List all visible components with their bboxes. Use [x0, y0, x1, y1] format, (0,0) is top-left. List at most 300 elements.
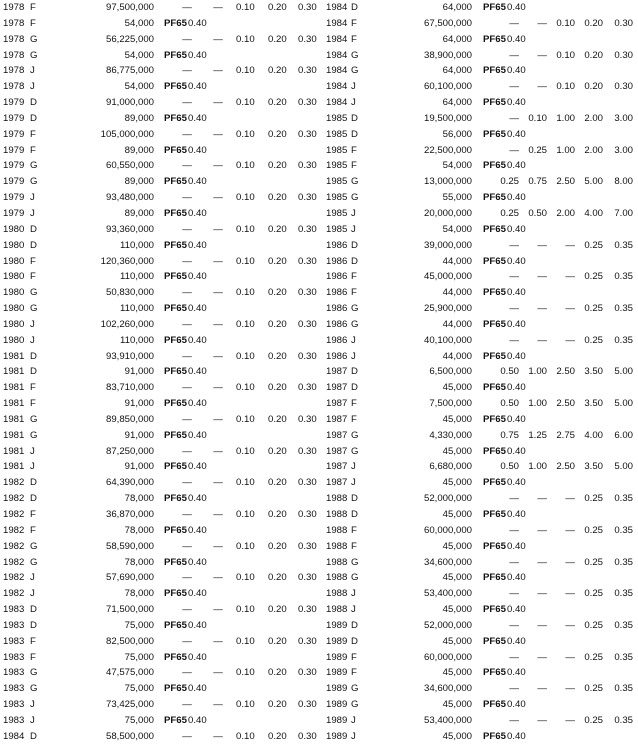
year-cell: 1979: [3, 144, 25, 156]
year-cell: 1980: [3, 303, 25, 315]
year-cell: 1978: [3, 49, 25, 61]
mintage-cell: 78,000: [124, 556, 154, 568]
price-cell: —: [565, 714, 575, 726]
price-cell: —: [509, 49, 519, 61]
year-cell: 1985: [326, 223, 348, 235]
mint-mark-cell: G: [30, 303, 38, 315]
price-cell: 0.35: [614, 524, 633, 536]
mintage-cell: 45,000: [442, 699, 472, 711]
price-cell: 0.20: [268, 318, 287, 330]
mint-mark-cell: F: [351, 17, 357, 29]
proof-price-cell: 0.40: [188, 556, 207, 568]
mint-mark-cell: G: [30, 540, 38, 552]
price-cell: —: [213, 128, 223, 140]
price-cell: —: [537, 303, 547, 315]
year-cell: 1989: [326, 714, 348, 726]
mintage-cell: 89,000: [124, 176, 154, 188]
price-cell: 0.30: [298, 287, 317, 299]
mint-mark-cell: G: [30, 287, 38, 299]
mintage-cell: 78,000: [124, 493, 154, 505]
mint-mark-cell: G: [351, 445, 359, 457]
price-cell: —: [213, 730, 223, 742]
mintage-cell: 110,000: [120, 239, 154, 251]
table-row: [0, 285, 322, 301]
mintage-cell: 52,000,000: [423, 493, 472, 505]
price-cell: —: [509, 619, 519, 631]
price-cell: —: [182, 318, 192, 330]
mintage-cell: 102,260,000: [100, 318, 154, 330]
year-cell: 1987: [326, 413, 348, 425]
table-row: [323, 523, 638, 539]
mintage-cell: 45,000: [442, 509, 472, 520]
year-cell: 1980: [3, 255, 25, 267]
price-cell: 0.35: [614, 714, 633, 726]
mintage-cell: 55,000: [442, 192, 472, 204]
table-row: [0, 586, 322, 602]
price-cell: 0.20: [268, 572, 287, 584]
mintage-cell: 89,000: [124, 144, 154, 156]
proof-grade-cell: PF65: [483, 445, 506, 457]
proof-price-cell: 0.40: [188, 714, 207, 726]
mintage-cell: 19,500,000: [423, 112, 472, 124]
year-cell: 1988: [326, 524, 348, 536]
mint-mark-cell: D: [351, 382, 358, 394]
mintage-cell: 13,000,000: [423, 176, 472, 188]
table-row: [0, 143, 322, 159]
table-row: [0, 618, 322, 634]
price-cell: 0.10: [236, 730, 255, 742]
mint-mark-cell: G: [30, 683, 38, 695]
mintage-cell: 75,000: [124, 619, 154, 631]
proof-grade-cell: PF65: [483, 730, 506, 742]
mintage-cell: 73,425,000: [105, 699, 154, 711]
price-cell: —: [182, 445, 192, 457]
proof-grade-cell: PF65: [483, 509, 506, 520]
proof-grade-cell: PF65: [164, 17, 187, 29]
table-row: [323, 158, 638, 174]
proof-grade-cell: PF65: [164, 461, 187, 473]
price-cell: 0.30: [614, 17, 633, 29]
mintage-cell: 89,850,000: [105, 413, 154, 425]
year-cell: 1985: [326, 207, 348, 219]
price-cell: 0.20: [268, 97, 287, 109]
mint-mark-cell: F: [30, 144, 36, 156]
mintage-cell: 40,100,000: [423, 334, 472, 346]
price-cell: —: [213, 318, 223, 330]
year-cell: 1986: [326, 271, 348, 283]
table-row: [0, 570, 322, 586]
mint-mark-cell: F: [351, 160, 357, 172]
year-cell: 1981: [3, 350, 25, 362]
price-cell: 1.25: [528, 429, 547, 441]
table-row: [323, 254, 638, 270]
price-cell: 0.20: [268, 128, 287, 140]
year-cell: 1989: [326, 699, 348, 711]
proof-price-cell: 0.40: [188, 144, 207, 156]
mintage-cell: 20,000,000: [423, 207, 472, 219]
price-cell: —: [182, 413, 192, 425]
proof-price-cell: 0.40: [507, 413, 526, 425]
price-cell: 0.10: [528, 112, 547, 124]
mint-mark-cell: J: [30, 207, 35, 219]
proof-price-cell: 0.40: [188, 49, 207, 61]
proof-grade-cell: PF65: [164, 493, 187, 505]
year-cell: 1989: [326, 683, 348, 695]
proof-grade-cell: PF65: [483, 604, 506, 616]
price-cell: 0.75: [528, 176, 547, 188]
table-row: [323, 222, 638, 238]
year-cell: 1984: [326, 2, 348, 13]
proof-grade-cell: PF65: [164, 81, 187, 93]
proof-price-cell: 0.40: [188, 524, 207, 536]
mint-mark-cell: D: [30, 619, 37, 631]
price-cell: 0.30: [298, 318, 317, 330]
mintage-cell: 44,000: [442, 255, 472, 267]
price-cell: —: [182, 128, 192, 140]
proof-price-cell: 0.40: [188, 112, 207, 124]
mint-mark-cell: D: [30, 97, 37, 109]
proof-grade-cell: PF65: [164, 556, 187, 568]
year-cell: 1979: [3, 176, 25, 188]
table-row: [0, 697, 322, 713]
price-cell: 0.10: [236, 635, 255, 647]
year-cell: 1980: [3, 239, 25, 251]
price-cell: 0.10: [556, 81, 575, 93]
proof-price-cell: 0.40: [188, 17, 207, 29]
price-cell: 0.30: [298, 350, 317, 362]
proof-grade-cell: PF65: [483, 97, 506, 109]
year-cell: 1985: [326, 144, 348, 156]
price-cell: 0.25: [584, 588, 603, 600]
price-cell: —: [182, 509, 192, 520]
year-cell: 1982: [3, 540, 25, 552]
price-cell: 0.30: [298, 33, 317, 45]
table-row: [0, 459, 322, 475]
proof-price-cell: 0.40: [188, 493, 207, 505]
mint-mark-cell: J: [351, 730, 356, 742]
mintage-cell: 64,000: [442, 97, 472, 109]
proof-grade-cell: PF65: [164, 714, 187, 726]
proof-price-cell: 0.40: [507, 667, 526, 679]
mintage-cell: 75,000: [124, 683, 154, 695]
table-row: [323, 729, 638, 745]
price-cell: —: [565, 651, 575, 663]
mintage-cell: 38,900,000: [423, 49, 472, 61]
proof-grade-cell: PF65: [164, 651, 187, 663]
year-cell: 1981: [3, 461, 25, 473]
proof-grade-cell: PF65: [164, 366, 187, 378]
year-cell: 1979: [3, 207, 25, 219]
year-cell: 1979: [3, 97, 25, 109]
mintage-cell: 45,000: [442, 540, 472, 552]
mintage-cell: 64,390,000: [105, 477, 154, 489]
price-cell: 0.30: [298, 97, 317, 109]
table-row: [323, 63, 638, 79]
price-cell: 0.20: [268, 287, 287, 299]
mint-mark-cell: F: [351, 144, 357, 156]
mint-mark-cell: J: [351, 588, 356, 600]
price-cell: 0.30: [298, 2, 317, 13]
mintage-cell: 57,690,000: [105, 572, 154, 584]
mint-mark-cell: D: [351, 493, 358, 505]
proof-price-cell: 0.40: [188, 271, 207, 283]
price-cell: 0.20: [268, 350, 287, 362]
price-cell: —: [509, 556, 519, 568]
mint-mark-cell: D: [351, 509, 358, 520]
mintage-cell: 91,000,000: [105, 97, 154, 109]
price-cell: 0.35: [614, 334, 633, 346]
price-cell: —: [182, 699, 192, 711]
mintage-cell: 36,870,000: [105, 509, 154, 520]
price-cell: —: [213, 604, 223, 616]
price-cell: 3.50: [584, 398, 603, 410]
price-cell: 5.00: [584, 176, 603, 188]
proof-grade-cell: PF65: [483, 350, 506, 362]
price-cell: 0.50: [500, 398, 519, 410]
table-row: [323, 555, 638, 571]
year-cell: 1982: [3, 556, 25, 568]
mint-mark-cell: F: [30, 635, 36, 647]
table-row: [0, 634, 322, 650]
year-cell: 1986: [326, 303, 348, 315]
proof-price-cell: 0.40: [507, 540, 526, 552]
mint-mark-cell: G: [351, 303, 359, 315]
table-row: [323, 713, 638, 729]
price-cell: 0.30: [298, 255, 317, 267]
mintage-cell: 22,500,000: [423, 144, 472, 156]
mintage-cell: 64,000: [442, 33, 472, 45]
mintage-cell: 44,000: [442, 350, 472, 362]
year-cell: 1978: [3, 65, 25, 77]
mintage-cell: 58,590,000: [105, 540, 154, 552]
table-row: [323, 665, 638, 681]
price-cell: 0.30: [298, 477, 317, 489]
year-cell: 1983: [3, 604, 25, 616]
mint-mark-cell: J: [351, 334, 356, 346]
proof-price-cell: 0.40: [507, 699, 526, 711]
price-cell: —: [213, 97, 223, 109]
table-row: [323, 459, 638, 475]
price-cell: —: [537, 49, 547, 61]
price-cell: 0.10: [236, 509, 255, 520]
price-cell: —: [213, 223, 223, 235]
price-cell: —: [537, 619, 547, 631]
proof-price-cell: 0.40: [188, 303, 207, 315]
price-cell: 0.30: [298, 65, 317, 77]
price-cell: —: [537, 588, 547, 600]
mintage-cell: 45,000: [442, 413, 472, 425]
price-cell: —: [213, 635, 223, 647]
mint-mark-cell: D: [30, 366, 37, 378]
mintage-cell: 89,000: [124, 207, 154, 219]
price-cell: —: [182, 382, 192, 394]
price-cell: 0.35: [614, 683, 633, 695]
price-cell: 0.20: [268, 2, 287, 13]
price-cell: —: [213, 192, 223, 204]
table-row: [0, 681, 322, 697]
mintage-cell: 110,000: [120, 334, 154, 346]
proof-price-cell: 0.40: [188, 398, 207, 410]
mint-mark-cell: J: [30, 461, 35, 473]
price-cell: 0.30: [298, 128, 317, 140]
mintage-cell: 34,600,000: [423, 556, 472, 568]
price-cell: 2.00: [584, 144, 603, 156]
year-cell: 1987: [326, 382, 348, 394]
proof-grade-cell: PF65: [164, 683, 187, 695]
mintage-cell: 91,000: [124, 429, 154, 441]
table-row: [0, 158, 322, 174]
price-cell: —: [182, 65, 192, 77]
table-row: [0, 523, 322, 539]
mint-mark-cell: G: [351, 192, 359, 204]
mintage-cell: 52,000,000: [423, 619, 472, 631]
price-cell: 2.50: [556, 366, 575, 378]
table-row: [0, 602, 322, 618]
mintage-cell: 87,250,000: [105, 445, 154, 457]
proof-grade-cell: PF65: [483, 572, 506, 584]
price-cell: —: [509, 714, 519, 726]
price-cell: —: [182, 635, 192, 647]
price-cell: —: [537, 81, 547, 93]
year-cell: 1981: [3, 398, 25, 410]
proof-grade-cell: PF65: [483, 160, 506, 172]
mintage-cell: 64,000: [442, 65, 472, 77]
price-cell: 0.10: [236, 413, 255, 425]
proof-price-cell: 0.40: [507, 223, 526, 235]
price-cell: 0.35: [614, 303, 633, 315]
price-cell: 1.00: [528, 461, 547, 473]
mint-mark-cell: J: [30, 572, 35, 584]
mint-mark-cell: J: [351, 97, 356, 109]
mintage-cell: 25,900,000: [423, 303, 472, 315]
mint-mark-cell: D: [351, 2, 358, 13]
year-cell: 1983: [3, 651, 25, 663]
price-cell: 0.30: [298, 699, 317, 711]
table-row: [323, 190, 638, 206]
year-cell: 1989: [326, 730, 348, 742]
price-cell: 0.25: [528, 144, 547, 156]
price-cell: —: [182, 2, 192, 13]
mintage-cell: 75,000: [124, 651, 154, 663]
mint-mark-cell: J: [30, 318, 35, 330]
price-cell: 0.25: [584, 271, 603, 283]
price-cell: 2.50: [556, 398, 575, 410]
proof-grade-cell: PF65: [483, 699, 506, 711]
proof-price-cell: 0.40: [507, 2, 526, 13]
mint-mark-cell: F: [30, 509, 36, 520]
price-cell: 1.00: [528, 366, 547, 378]
price-cell: 5.00: [614, 461, 633, 473]
price-cell: 0.10: [236, 540, 255, 552]
price-cell: 0.10: [236, 33, 255, 45]
price-cell: 0.25: [500, 176, 519, 188]
mint-mark-cell: D: [30, 477, 37, 489]
mint-mark-cell: D: [30, 223, 37, 235]
table-row: [0, 79, 322, 95]
proof-price-cell: 0.40: [188, 588, 207, 600]
mint-mark-cell: D: [30, 730, 37, 742]
mint-mark-cell: F: [30, 524, 36, 536]
price-cell: 0.20: [268, 635, 287, 647]
price-cell: —: [182, 730, 192, 742]
year-cell: 1981: [3, 445, 25, 457]
mint-mark-cell: G: [351, 683, 359, 695]
table-row: [323, 206, 638, 222]
table-row: [0, 16, 322, 32]
price-cell: 2.00: [584, 112, 603, 124]
price-cell: 0.30: [298, 540, 317, 552]
price-cell: —: [509, 334, 519, 346]
price-cell: 0.20: [268, 160, 287, 172]
table-row: [0, 32, 322, 48]
table-row: [323, 238, 638, 254]
mintage-cell: 47,575,000: [105, 667, 154, 679]
price-cell: —: [213, 572, 223, 584]
table-row: [323, 269, 638, 285]
price-cell: 0.50: [500, 366, 519, 378]
mintage-cell: 54,000: [124, 49, 154, 61]
price-cell: —: [213, 287, 223, 299]
mint-mark-cell: G: [30, 667, 38, 679]
proof-price-cell: 0.40: [507, 509, 526, 520]
price-cell: —: [537, 683, 547, 695]
proof-price-cell: 0.40: [507, 97, 526, 109]
proof-price-cell: 0.40: [188, 81, 207, 93]
table-row: [0, 539, 322, 555]
year-cell: 1984: [3, 730, 25, 742]
mint-mark-cell: G: [351, 699, 359, 711]
price-cell: 2.50: [556, 461, 575, 473]
year-cell: 1979: [3, 128, 25, 140]
table-row: [0, 650, 322, 666]
mint-mark-cell: J: [30, 65, 35, 77]
mintage-cell: 120,360,000: [100, 255, 154, 267]
price-cell: —: [537, 493, 547, 505]
proof-price-cell: 0.40: [507, 287, 526, 299]
year-cell: 1984: [326, 33, 348, 45]
mint-mark-cell: G: [351, 318, 359, 330]
mint-mark-cell: D: [30, 239, 37, 251]
year-cell: 1988: [326, 509, 348, 520]
price-cell: —: [565, 524, 575, 536]
price-cell: —: [182, 667, 192, 679]
price-cell: 0.20: [584, 81, 603, 93]
price-cell: 0.25: [584, 493, 603, 505]
table-row: [0, 63, 322, 79]
price-cell: —: [213, 667, 223, 679]
year-cell: 1983: [3, 699, 25, 711]
year-cell: 1985: [326, 128, 348, 140]
mintage-cell: 86,775,000: [105, 65, 154, 77]
proof-grade-cell: PF65: [483, 477, 506, 489]
mint-mark-cell: J: [351, 350, 356, 362]
year-cell: 1986: [326, 239, 348, 251]
price-cell: —: [537, 17, 547, 29]
table-row: [0, 380, 322, 396]
price-cell: 0.20: [268, 65, 287, 77]
proof-price-cell: 0.40: [507, 33, 526, 45]
table-row: [0, 333, 322, 349]
price-cell: —: [213, 65, 223, 77]
price-cell: 0.10: [236, 350, 255, 362]
price-cell: —: [565, 556, 575, 568]
mintage-cell: 58,500,000: [105, 730, 154, 742]
price-cell: 3.00: [614, 112, 633, 124]
table-row: [323, 143, 638, 159]
price-cell: —: [537, 334, 547, 346]
price-cell: 0.20: [268, 604, 287, 616]
mintage-cell: 53,400,000: [423, 588, 472, 600]
